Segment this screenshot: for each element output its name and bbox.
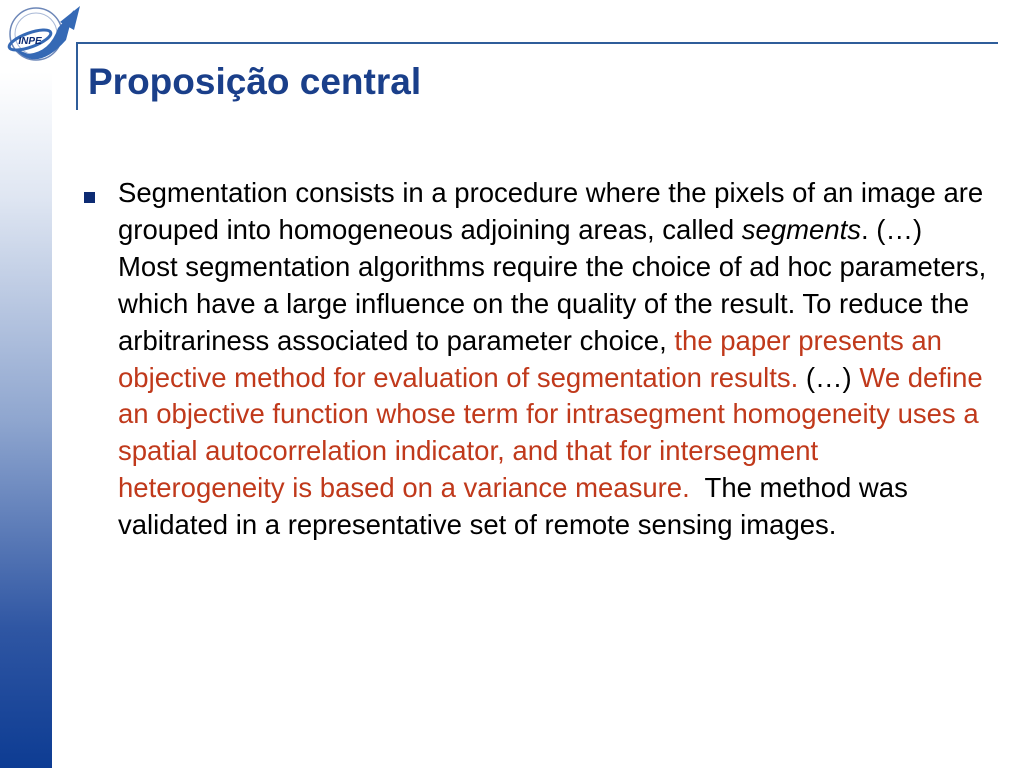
bullet-paragraph <box>118 175 988 544</box>
text-part2: . (…) Most segmentation algorithms require the choice of ad hoc parameters, which have a large influence on the quality of the result. To reduce the arbitrariness associated to parameter choice, <box>118 213 987 356</box>
title-rule <box>78 42 998 44</box>
logo-text: INPE <box>18 36 42 47</box>
title-vertical-rule <box>76 42 78 110</box>
bullet-square-icon <box>84 192 95 203</box>
text-part1: Segmentation consists in a procedure where the pixels of an image are grouped into homogeneous adjoining areas, called <box>118 177 984 245</box>
inpe-logo <box>0 0 92 78</box>
side-gradient-bar <box>0 72 52 768</box>
text-part4: The method was validated in a representative set of remote sensing images. <box>118 472 916 541</box>
text-highlight-1: the paper presents an objective method for evaluation of segmentation results. <box>118 324 942 393</box>
text-part3: (…) <box>798 361 860 393</box>
text-highlight-2: We define an objective function whose term for intrasegment homogeneity uses a spatial autocorrelation indicator, and that for intersegment heterogeneity is based on a variance measure. <box>118 361 983 504</box>
text-segments-italic: segments <box>741 213 862 245</box>
slide-title: Proposição central <box>88 61 422 102</box>
